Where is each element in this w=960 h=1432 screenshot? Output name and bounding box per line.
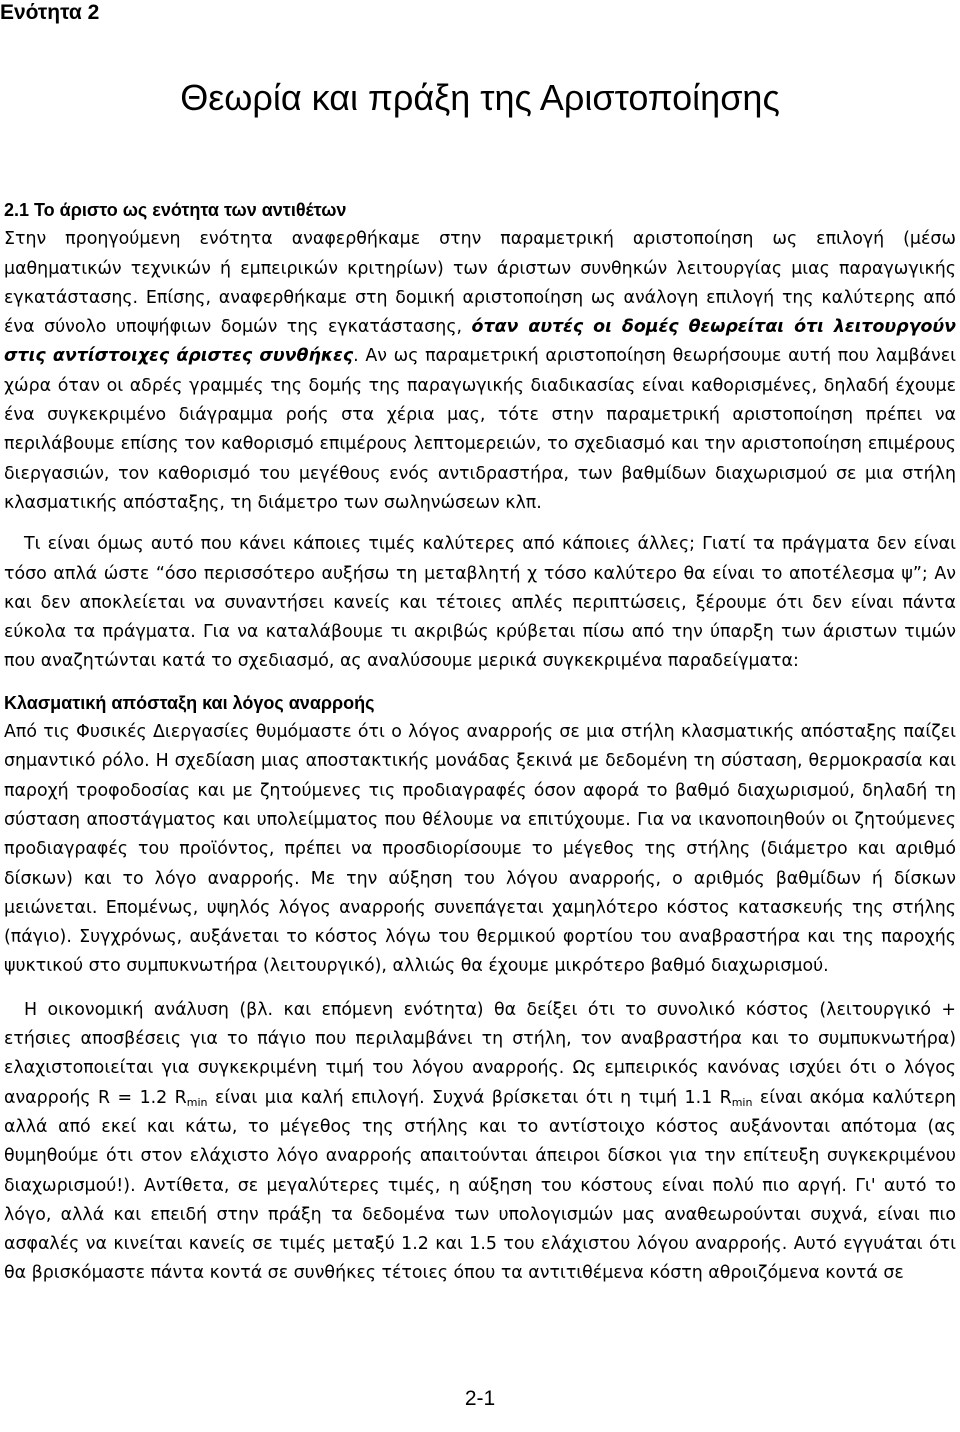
- paragraph-4-text-a: Η οικονομική ανάλυση (βλ. και επόμενη ενότητα) θα δείξει ότι το συνολικό κόστος (λειτουργικό + ετήσιες αποσβέσεις για το πάγιο που περιλαμβάνει τη στήλη, τον αναβραστήρα και το συμπυκνωτήρα) ελαχιστοποιείται για συγκεκριμένη τιμή του λόγου αναρροής. Ως εμπειρικός κανόνας ισχύει ότι ο λόγος αναρροής R = 1.2 R: [4, 999, 956, 1108]
- paragraph-2: Τι είναι όμως αυτό που κάνει κάποιες τιμές καλύτερες από κάποιες άλλες; Γιατί τα πράγματα δεν είναι τόσο απλά ώστε “όσο περισσότερο αυξήσω τη μεταβλητή χ τόσο καλύτερο θα είναι το αποτέλεσμα ψ”; Αν και δεν αποκλείεται να συναντήσει κανείς και τέτοιες απλές περιπτώσεις, ξέρουμε ότι δεν είναι πάντα εύκολα τα πράγματα. Για να καταλάβουμε τι ακριβώς κρύβεται πίσω από την ύπαρξη των άριστων τιμών που αναζητώνται κατά το σχεδιασμό, ας αναλύσουμε μερικά συγκεκριμένα παραδείγματα:: [4, 534, 956, 672]
- page-number: 2-1: [464, 1387, 496, 1410]
- paragraph-1-text-a: Στην προηγούμενη ενότητα αναφερθήκαμε στην παραμετρική αριστοποίηση ως επιλογή (μέσω μαθηματικών τεχνικών ή εμπειρικών κριτηρίων) των άριστων συνθηκών λειτουργίας μιας παραγωγικής εγκατάστασης. Επίσης, αναφερθήκαμε στη δομική αριστοποίηση ως ανάλογη επιλογή της καλύτερης από ένα σύνολο υποψήφιων δομών της εγκατάστασης,: [4, 229, 956, 338]
- section-label: Ενότητα 2: [0, 1, 100, 24]
- paragraph-1-text-b: . Αν ως παραμετρική αριστοποίηση θεωρήσουμε αυτή που λαμβάνει χώρα όταν οι αδρές γραμμές της δομής της παραγωγικής διαδικασίας είναι καθορισμένες, δηλαδή έχουμε ένα συγκεκριμένο διάγραμμα ροής στα χέρια μας, τότε στην παραμετρική αριστοποίηση πρέπει να περιλάβουμε επίσης τον καθορισμό επιμέρους λεπτομερειών, το σχεδιασμό και την αριστοποίηση επιμέρους διεργασιών, τον καθορισμό του μεγέθους ενός αντιδραστήρα, των βαθμίδων διαχωρισμού σε μια στήλη κλασματικής απόσταξης, τη διάμετρο των σωληνώσεων κλπ.: [4, 346, 956, 513]
- body-text: [4, 196, 956, 1289]
- section-heading: 2.1 Το άριστο ως ενότητα των αντιθέτων: [4, 200, 347, 220]
- paragraph-4-text-c: είναι ακόμα καλύτερη αλλά από εκεί και κάτω, το μέγεθος της στήλης και το αντίστοιχο κόστος αυξάνονται απότομα (ας θυμηθούμε ότι στον ελάχιστο λόγο αναρροής απαιτούνται άπειροι δίσκοι για την επίτευξη συγκεκριμένου διαχωρισμού!). Αντίθετα, σε μεγαλύτερες τιμές, η αύξηση του κόστους είναι πολύ πιο αργή. Γι' αυτό το λόγο, αλλά και επειδή στην πράξη τα δεδομένα των υπολογισμών μας αναθεωρούνται συχνά, είναι πιο ασφαλές να κινείται κανείς σε τιμές μεταξύ 1.2 και 1.5 του ελάχιστου λόγου αναρροής. Αυτό εγγυάται ότι θα βρισκόμαστε πάντα κοντά σε συνθήκες τέτοιες όπου τα αντιτιθέμενα κόστη αθροιζόμενα κοντά σε: [4, 1087, 956, 1284]
- paragraph-1: [4, 225, 956, 518]
- page-title: Θεωρία και πράξη της Αριστοποίησης: [180, 77, 780, 118]
- paragraph-4-text-b: είναι μια καλή επιλογή. Συχνά βρίσκεται ότι η τιμή 1.1 R: [207, 1087, 732, 1108]
- example-heading: Κλασματική απόσταξη και λόγος αναρροής: [4, 692, 375, 713]
- subscript-min-2: min: [731, 1095, 753, 1109]
- paragraph-1-emphasis: όταν αυτές οι δομές θεωρείται ότι λειτουργούν στις αντίστοιχες άριστες συνθήκες: [4, 317, 956, 367]
- paragraph-4: [4, 996, 956, 1289]
- paragraph-3: Από τις Φυσικές Διεργασίες θυμόμαστε ότι ο λόγος αναρροής σε μια στήλη κλασματικής απόσταξης παίζει σημαντικό ρόλο. Η σχεδίαση μιας αποστακτικής μονάδας ξεκινά με δεδομένη τη σύσταση, θερμοκρασία και παροχή τροφοδοσίας και με ζητούμενες τις προδιαγραφές όσον αφορά το βαθμό διαχωρισμού, δηλαδή τη σύσταση αποστάγματος και υπολείμματος που θέλουμε να επιτύχουμε. Για να ικανοποιηθούν οι ζητούμενες προδιαγραφές του προϊόντος, πρέπει να προσδιορίσουμε το μέγεθος της στήλης (διάμετρο και αριθμό δίσκων) και το λόγο αναρροής. Με την αύξηση του λόγου αναρροής, ο αριθμός βαθμίδων ή δίσκων μειώνεται. Επομένως, υψηλός λόγος αναρροής συνεπάγεται χαμηλότερο κόστος κατασκευής της στήλης (πάγιο). Συγχρόνως, αυξάνεται το κόστος λόγω του θερμικού φορτίου του αναβραστήρα και της παροχής ψυκτικού στο συμπυκνωτήρα (λειτουργικό), αλλιώς θα έχουμε μικρότερο βαθμό διαχωρισμού.: [4, 722, 956, 977]
- subscript-min-1: min: [186, 1095, 208, 1109]
